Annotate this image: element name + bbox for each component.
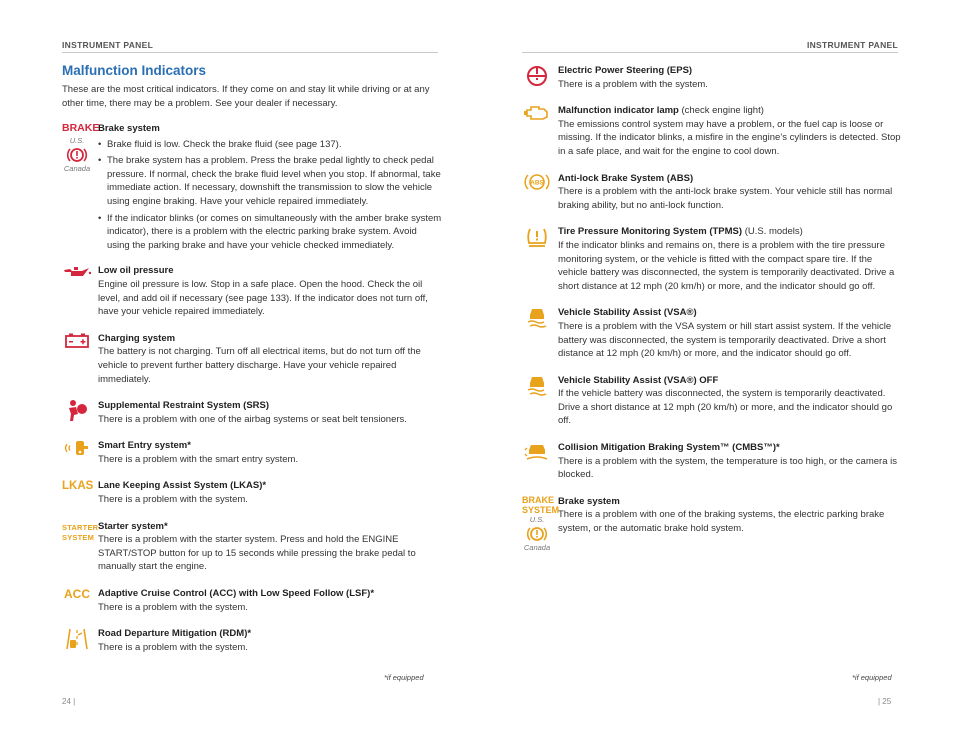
entry-tpms (522, 225, 902, 293)
list-item: • If the indicator blinks (or comes on simultaneously with the amber brake system indicator), there is a problem with the electric parking brake system. Avoid using the parking brake and have your vehicle checked immediately. (98, 212, 442, 253)
list-item: • Brake fluid is low. Check the brake fluid (see page 137). (98, 138, 442, 152)
section-title: Malfunction Indicators (62, 63, 207, 78)
canada-label: Canada (523, 542, 551, 552)
airbag-icon (65, 399, 89, 423)
entry-cmbs (522, 441, 902, 482)
road-departure-icon (65, 627, 89, 651)
entry-text: There is a problem with the system, the temperature is too high, or the camera is blocked. (558, 455, 897, 481)
entry-title: Supplemental Restraint System (SRS) (98, 400, 270, 412)
entry-title: Road Departure Mitigation (RDM)* (98, 628, 252, 640)
entry-text: The emissions control system may have a problem, or the fuel cap is loose or missing. If the indicator blinks, a misfire in the engine’s cylinders is detected. Stop in a safe place, and wait for the engine to cool down. (558, 118, 901, 157)
entry-text: There is a problem with the VSA system or hill start assist system. If the vehicle battery was disconnected, the system is temporarily deactivated. Drive a short distance at 12 mph (20 km/h) or more, and the indicator should go off. (558, 320, 892, 360)
abs-icon-text: ABS (530, 179, 544, 187)
left-running-header: INSTRUMENT PANEL (62, 40, 154, 50)
entry-acc (62, 587, 442, 614)
entry-title: Vehicle Stability Assist (VSA®) OFF (558, 374, 719, 386)
entry-low-oil-pressure (62, 264, 442, 318)
starter-icon-line1: STARTER (62, 522, 99, 532)
entry-title: Charging system (98, 332, 176, 344)
right-page-number: | 25 (878, 697, 892, 706)
entry-title: Malfunction indicator lamp (558, 105, 679, 117)
entry-title: Brake system (558, 495, 620, 507)
brake-circle-icon (66, 146, 88, 164)
entry-vsa (522, 306, 902, 360)
starter-system-icon (62, 520, 99, 543)
entry-abs (522, 172, 902, 213)
left-header-rule (62, 52, 438, 53)
list-item: • The brake system has a problem. Press the brake pedal lightly to check pedal pressure. If normal, check the brake fluid level when you stop. If abnormal, take immediate action. If necessary, downshift the transmission to slow the vehicle using engine braking. Have your vehicle repaired immediately. (98, 154, 442, 208)
lkas-icon: LKAS (62, 480, 94, 493)
check-engine-icon (523, 104, 551, 122)
entry-title: Lane Keeping Assist System (LKAS)* (98, 480, 267, 492)
brake-icon-group (62, 122, 100, 174)
entry-rdm (62, 627, 442, 654)
acc-icon: ACC (64, 587, 90, 602)
canada-label: Canada (63, 163, 91, 173)
right-footnote: *if equipped (852, 673, 892, 682)
entry-title: Starter system* (98, 520, 168, 532)
entry-title: Tire Pressure Monitoring System (TPMS) (558, 226, 743, 238)
entry-title: Anti-lock Brake System (ABS) (558, 172, 694, 184)
entry-text: There is a problem with the system. (98, 601, 248, 613)
brake-system-icon-group (522, 494, 560, 553)
brake-text-icon: BRAKE (62, 122, 100, 134)
left-page (62, 60, 442, 667)
entry-malfunction-indicator-lamp (522, 104, 902, 158)
entry-text: Engine oil pressure is low. Stop in a safe place. Open the hood. Check the oil level, and add oil if necessary (see page 133). If the indicator does not turn off, have your vehicle repaired immediately. (98, 278, 428, 318)
battery-icon (64, 332, 90, 348)
starter-icon-line2: SYSTEM (62, 532, 95, 542)
brake-system-icon-line2: SYSTEM (522, 504, 560, 515)
key-fob-icon (64, 439, 90, 457)
entry-charging-system (62, 332, 442, 386)
left-page-number: 24 | (62, 697, 76, 706)
right-header-rule (522, 52, 898, 53)
brake-bullet-list (98, 138, 442, 253)
entry-text: There is a problem with the anti-lock brake system. Your vehicle still has normal braking ability, but no anti-lock function. (558, 186, 893, 211)
entry-brake-system-amber (522, 494, 902, 552)
entry-eps (522, 64, 902, 91)
steering-wheel-warning-icon (524, 64, 550, 88)
entry-title: Electric Power Steering (EPS) (558, 65, 693, 76)
entry-title-note: (U.S. models) (744, 226, 803, 238)
entry-brake-system (62, 122, 442, 252)
entry-vsa-off (522, 374, 902, 428)
section-intro: These are the most critical indicators. If they come on and stay lit while driving or at any other time, there may be a problem. See your dealer if necessary. (62, 84, 430, 109)
vsa-icon (525, 306, 549, 330)
entry-text: If the vehicle battery was disconnected, the system is temporarily deactivated. Drive a short distance at 12 mph (20 km/h) or more, and the indicator should go off. (558, 388, 893, 427)
entry-text: There is a problem with the starter system. Press and hold the ENGINE START/STOP button for up to 15 seconds while pressing the brake pedal to manually start the engine. (98, 534, 416, 573)
entry-starter-system (62, 520, 442, 574)
entry-text: There is a problem with the system. (98, 494, 248, 506)
entry-title: Collision Mitigation Braking System™ (CMBS™)* (558, 442, 780, 454)
entry-text: The battery is not charging. Turn off all electrical items, but do not turn off the vehicle to prevent further battery discharge. Have your vehicle repaired immediately. (98, 346, 421, 385)
right-page (522, 60, 902, 552)
entry-text: There is a problem with one of the braking systems, the electric parking brake system, or the automatic brake hold system. (558, 509, 885, 535)
entry-text: There is a problem with one of the airbag systems or seat belt tensioners. (98, 413, 407, 425)
entry-text: There is a problem with the system. (98, 641, 248, 653)
entry-text: If the indicator blinks and remains on, there is a problem with the tire pressure monitoring system, or the vehicle is fitted with the compact spare tire. If the vehicle battery was disconnected, the system is temporarily deactivated. Drive a short distance at 12 mph (20 km/h) or more, and the indicator should go off. (558, 239, 895, 292)
entry-title: Smart Entry system* (98, 440, 191, 452)
entry-title-note: (check engine light) (681, 105, 764, 117)
oil-can-icon (62, 264, 92, 280)
left-footnote: *if equipped (384, 673, 424, 682)
vsa-off-icon (525, 374, 549, 398)
us-label: U.S. (69, 135, 85, 145)
right-running-header: INSTRUMENT PANEL (806, 40, 898, 50)
entry-text: There is a problem with the smart entry system. (98, 453, 299, 465)
entry-text: There is a problem with the system. (558, 78, 708, 90)
us-label: U.S. (529, 514, 545, 524)
entry-title: Low oil pressure (98, 265, 174, 277)
entry-smart-entry (62, 439, 442, 466)
entry-title: Vehicle Stability Assist (VSA®) (558, 307, 697, 319)
entry-srs (62, 399, 442, 426)
collision-warning-icon (523, 441, 551, 463)
entry-title: Adaptive Cruise Control (ACC) with Low Speed Follow (LSF)* (98, 588, 375, 600)
abs-icon (523, 172, 551, 192)
brake-system-icon-line1: BRAKE (522, 494, 555, 505)
brake-circle-amber-icon (526, 525, 548, 543)
entry-lkas (62, 479, 442, 506)
entry-title: Brake system (98, 123, 160, 134)
tire-pressure-icon (524, 225, 550, 249)
